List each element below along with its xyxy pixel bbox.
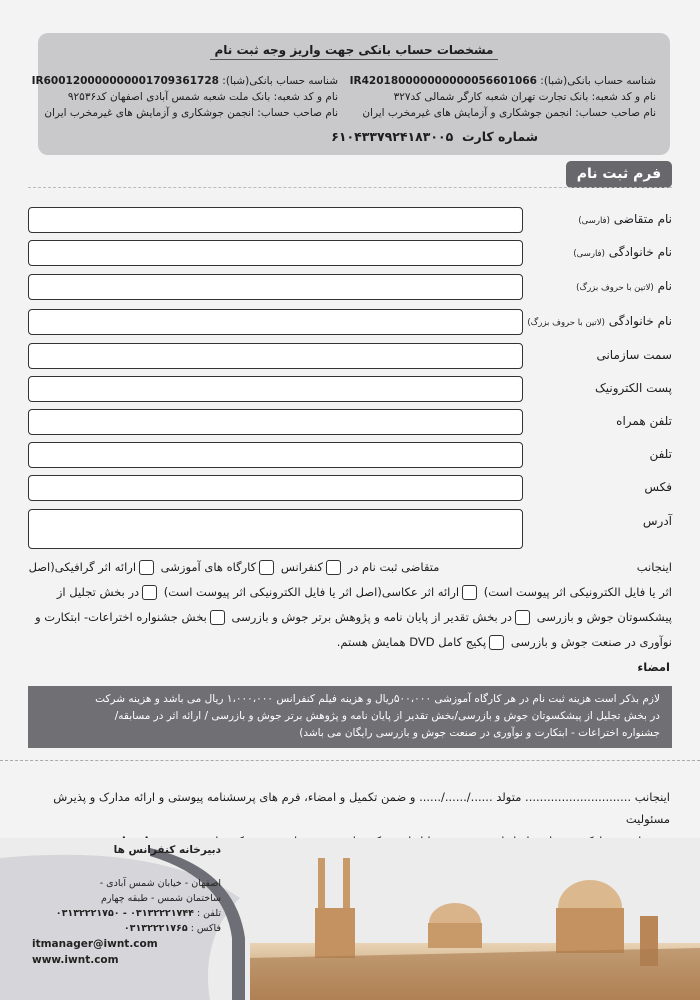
first-name-en-input[interactable] [28,274,523,300]
mobile-label: تلفن همراه [616,414,672,428]
checkbox-veterans-honor[interactable] [142,585,157,600]
email-input[interactable] [28,376,523,402]
bank-info-title: مشخصات حساب بانکی جهت واریز وجه ثبت نام [38,43,670,60]
checkbox-dvd-package[interactable] [489,635,504,650]
last-name-fa-input[interactable] [28,240,523,266]
address-label: آدرس [642,514,672,528]
email-label: پست الکترونیک [595,381,672,395]
card-number: شماره کارت ۶۱۰۴۳۳۷۹۲۴۱۸۳۰۰۵ [331,129,538,144]
declaration: اینجانب ............................. متولد ....../....../...... و ضمن تکمیل و امضاء، فرم های پرسشنامه پیوستی و ارائه مدارک و پذیرش مسئولیت [40,786,670,852]
first-name-fa-label: نام متقاضی (فارسی) [578,212,672,226]
phone-input[interactable] [28,442,523,468]
address-input[interactable] [28,509,523,549]
last-name-en-input[interactable] [28,309,523,335]
checkbox-thesis-award[interactable] [515,610,530,625]
position-input[interactable] [28,343,523,369]
cut-line [0,760,700,761]
checkbox-photo-work[interactable] [462,585,477,600]
divider [28,187,672,188]
secretariat-info: دبیرخانه کنفرانس ها اصفهان - خیابان شمس آبادی - ساختمان شمس - طبقه چهارم تلفن : ۰۳۱۳۲۲۲۱۷۵۰ - ۰۳۱۳۲۲۲۱۷۴۴ فاکس : ۰۳۱۳۲۲۲۱۷۶۵ [55,844,221,934]
last-name-en-label: نام خانوادگی (لاتین با حروف بزرگ) [527,314,672,328]
first-name-en-label: نام (لاتین با حروف بزرگ) [576,279,672,293]
sheba-number: IR600120000000001709361728 [31,75,219,87]
fax-input[interactable] [28,475,523,501]
phone-label: تلفن [649,447,672,461]
bank-info-panel [31,33,670,155]
checkbox-workshops[interactable] [259,560,274,575]
first-name-fa-input[interactable] [28,207,523,233]
checkbox-conference[interactable] [326,560,341,575]
bank-account-tejarat: شناسه حساب بانکی(شبا): IR420180000000000056601066 نام و کد شعبه: بانک تجارت تهران شعبه کارگر شمالی کد۳۲۷ نام صاحب حساب: انجمن جوشکاری و آزمایش های غیرمخرب ایران [349,75,656,119]
checkbox-inventions-festival[interactable] [210,610,225,625]
checkbox-graphic-work[interactable] [139,560,154,575]
website-link[interactable]: www.iwnt.com [32,954,119,966]
mobile-input[interactable] [28,409,523,435]
position-label: سمت سازمانی [596,348,672,362]
form-title: فرم ثبت نام [566,161,672,188]
contact-links [32,936,192,968]
sheba-number: IR420180000000000056601066 [349,75,537,87]
signature-label: امضاء [637,660,670,674]
fax-label: فکس [644,480,672,494]
email-link[interactable]: itmanager@iwnt.com [32,938,158,950]
bank-account-mellat: شناسه حساب بانکی(شبا): IR600120000000001709361728 نام و کد شعبه: بانک ملت شعبه شمس آبادی اصفهان کد۹۲۵۳۶ نام صاحب حساب: انجمن جوشکاری و آزمایش های غیرمخرب ایران [31,75,338,119]
fee-note: لازم بذکر است هزینه ثبت نام در هر کارگاه آموزشی ۵۰۰،۰۰۰ریال و هزینه فیلم کنفرانس ۱،۰۰۰،۰۰۰ ریال می باشد و هزینه شرکت در بخش تجلیل از پیشکسوتان جوش و بازرسی/بخش تقدیر از پایان نامه و پژوهش برتر جوش و بازرسی / ارائه اثر در مسابقه/ جشنواره اختراعات - ابتکارت و نوآوری در صنعت جوش و بازرسی رایگان می باشد) [28,686,672,748]
registration-options: اینجانب متقاضی ثبت نام در کنفرانس کارگاه های آموزشی ارائه اثر گرافیکی(اصل اثر یا فایل الکترونیکی اثر پیوست است) ارائه اثر عکاسی(اصل اثر یا فایل الکترونیکی اثر پیوست است) در بخش تجلیل از پیشکسوتان جوش و بازرسی در بخش تقدیر از پایان نامه و پژوهش برتر جوش و بازرسی بخش جشنواره اختراعات- ابتکارت و نوآوری در صنعت جوش و بازرسی پکیج کامل DVD همایش هستم. [28,560,672,649]
last-name-fa-label: نام خانوادگی (فارسی) [573,245,672,259]
